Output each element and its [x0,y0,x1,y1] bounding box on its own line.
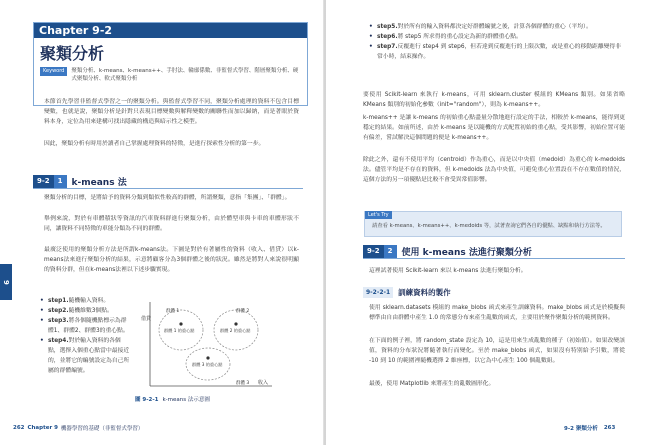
cluster-2-label: 群體 2 [236,309,250,314]
footer-chapter: Chapter 9 [27,425,58,431]
step-item: • step3.將各個隨機點標示為群體1、群體2、群體3的重心點。 [40,318,129,334]
section-subnumber: 1 [54,175,67,188]
section-heading-2 [363,245,532,258]
centroid-2-label: 群體 2 的重心點 [220,328,251,333]
cluster-3-label: 群體 3 [236,381,250,386]
figure-x-label: 收入 [258,380,269,386]
figure-y-label: 借貸 [141,316,152,322]
step-item: • step4.對於輸入資料的各個點，選擇入個重心點當中最接近的，並將它的編號設定為自己所屬的群體編號。 [40,338,130,374]
centroid-2-marker [234,322,237,325]
footer-section: 9-2 聚類分析 [564,426,598,432]
centroid-3-label: 群體 3 的重心點 [192,362,223,367]
step-item: • step1.隨機輸入資料。 [40,298,110,304]
page-number: 263 [603,425,616,431]
chapter-label: Chapter 9-2 [34,23,307,38]
right-paragraph-2: k-means++ 是讓 k-means 的初始重心點盡量分散地進行設定的手法，相較於 k-means，能得到更穩定的結果。如前所述，由於 k-means 是以隨機的方式配置初始的重心點，受其影響，初始位置可能有偏差，嘗試解決這個問題的便是 k-means++。 [363,115,625,141]
right-page [326,0,650,445]
right-paragraph-3: 除此之外，還有不使用平均（centroid）作為重心，而是以中央值（medoid）為重心的 k-medoids 法。儘管平均是不存在的資料，但 k-medoids 法為中央值，可避免重心位置設在不存在數值的情況，這個方法的另一項優點是比較不會受異常值影響。 [363,157,625,183]
chapter-title: 聚類分析 [40,44,105,63]
step-item: • step6.將 step5 所求得的重心設定為新的群體重心點。 [369,34,522,40]
steps-list-left [40,296,130,376]
footer-title: 機器學習的基礎（非監督式學習） [60,426,144,432]
left-page [0,0,324,445]
cluster-1-label: 群體 1 [166,309,180,314]
figure-caption-text: k-means 法示意圖 [162,397,210,403]
step-item: • step5.對於所有的輸入資料都決定好群體編號之後，計算各個群體的重心（平均）。 [369,24,592,30]
section2-paragraph-4: 最後，使用 Matplotlib 來將產生的亂數圖形化。 [369,381,495,387]
intro-paragraph-1: 本節首先學習非監督式學習之一的聚類分析。與監督式學習不同，聚類分析處理的資料不包含目標變數，也就是說，聚類分析是針對只表現目標變數與解釋變數的關聯性而加以歸納，而是著眼於資料本身，定位為用來建構可找出隱藏的構造與暗示性之模型。 [44,99,299,125]
lets-try-box [364,211,622,237]
step-item: • step2.隨機維數3個點。 [40,308,113,314]
section2-paragraph-2: 使用 sklearn.datasets 模組的 make_blobs 函式來產生訓練資料。make_blobs 函式是於模擬與標準由自由群體中產生 1.0 的常態分布來產生亂數的函式，主要用於聚作聚類分析的範例資料。 [369,305,625,321]
section2-paragraph-1: 這裡試著使用 Scikit-learn 來以 k-means 法進行聚類分析。 [369,268,527,274]
intro-paragraph-2: 因此，聚類分析有時用於讀者自己掌握處理資料的特徵，是進行探索性分析的第一步。 [44,141,265,147]
steps-list-right [369,22,624,62]
side-tab-left: 9 [0,264,12,300]
kmeans-figure [136,300,276,394]
section-title: 使用 k-means 法進行聚類分析 [401,248,532,258]
section2-paragraph-3: 在下面的例子裡，將 random_state 設定為 10，這是用來生成亂數的種子（初始值）。如果改變該值，資料的分布狀況將隨著執行而變化。至於 make_blobs 函式，如果沒有特別給予引數，將從 -10 到 10 的範圍裡隨機選擇 2 維座標，以它為中心產生 100 個亂數組。 [369,338,625,364]
subsection-title: 訓練資料的製作 [398,288,451,297]
section-number: 9-2 [363,245,384,258]
section-subnumber: 2 [384,245,397,258]
section1-paragraph-1: 聚類分析的目標，是將給予的資料分類到類似性較高的群體，所謂聚類，意指「集團」、「群體」。 [44,195,291,201]
centroid-3-marker [206,356,209,359]
lets-try-text: 請查看 k-means、k-means++、k-medoids 等，試著查詢它們各自的優點、缺點和執行方法等。 [372,223,606,229]
figure-caption [135,395,210,403]
section-number: 9-2 [33,175,54,188]
section1-paragraph-2: 舉例來說，對於有車體積狀等資訊的汽車資料群進行聚類分析，由於體型車與卡車的車體形狀不同，讓資料不同特徵的車能分類為不同的群體。 [44,216,299,232]
keyword-row [34,64,307,83]
centroid-1-marker [179,322,182,325]
section-underline [33,188,303,189]
figure-number: 圖 9-2-1 [135,397,159,403]
page-number: 262 [13,425,25,431]
keyword-badge: Keyword [40,67,67,76]
chapter-header [33,22,308,106]
section-title: k-means 法 [71,178,127,188]
section1-paragraph-3: 最廣泛使用的聚類分析方法是所謂k-means法。下圖是對於有著屬性的資料（收入、借貸）以k-means法來進行聚類分析的結果，示意將顧客分為3個群體之後的狀況。雖然是將對人來說很明顯的資料分群，但在k-means法裡以下述步驟實現。 [44,247,299,273]
right-paragraph-1: 要使用 Scikit-learn 來執行 k-means，可用 sklearn.cluster 模組的 KMeans 類別。如果省略 KMeans 類別的初始化參數（init="random"），則為 k-means++。 [363,92,625,108]
section-heading-1 [33,175,127,188]
step-item: • step7.反覆進行 step4 到 step6，但若達到反覆進行的上限次數，或是重心的移動距離變得非常小時，結束操作。 [369,44,622,60]
lets-try-badge: Let's Try [365,211,392,219]
keyword-list: 聚類分析、k-means、k-means++、手肘法、輪廓係數、非監督式學習、階層聚類分析、硬式聚類分析、軟式聚類分析 [71,68,299,82]
left-footer [10,424,143,432]
subsection-heading [363,287,451,298]
centroid-1-label: 群體 1 的重心點 [164,328,195,333]
section-underline [363,258,625,259]
right-footer [564,424,618,432]
subsection-number: 9-2-2-1 [363,287,393,298]
